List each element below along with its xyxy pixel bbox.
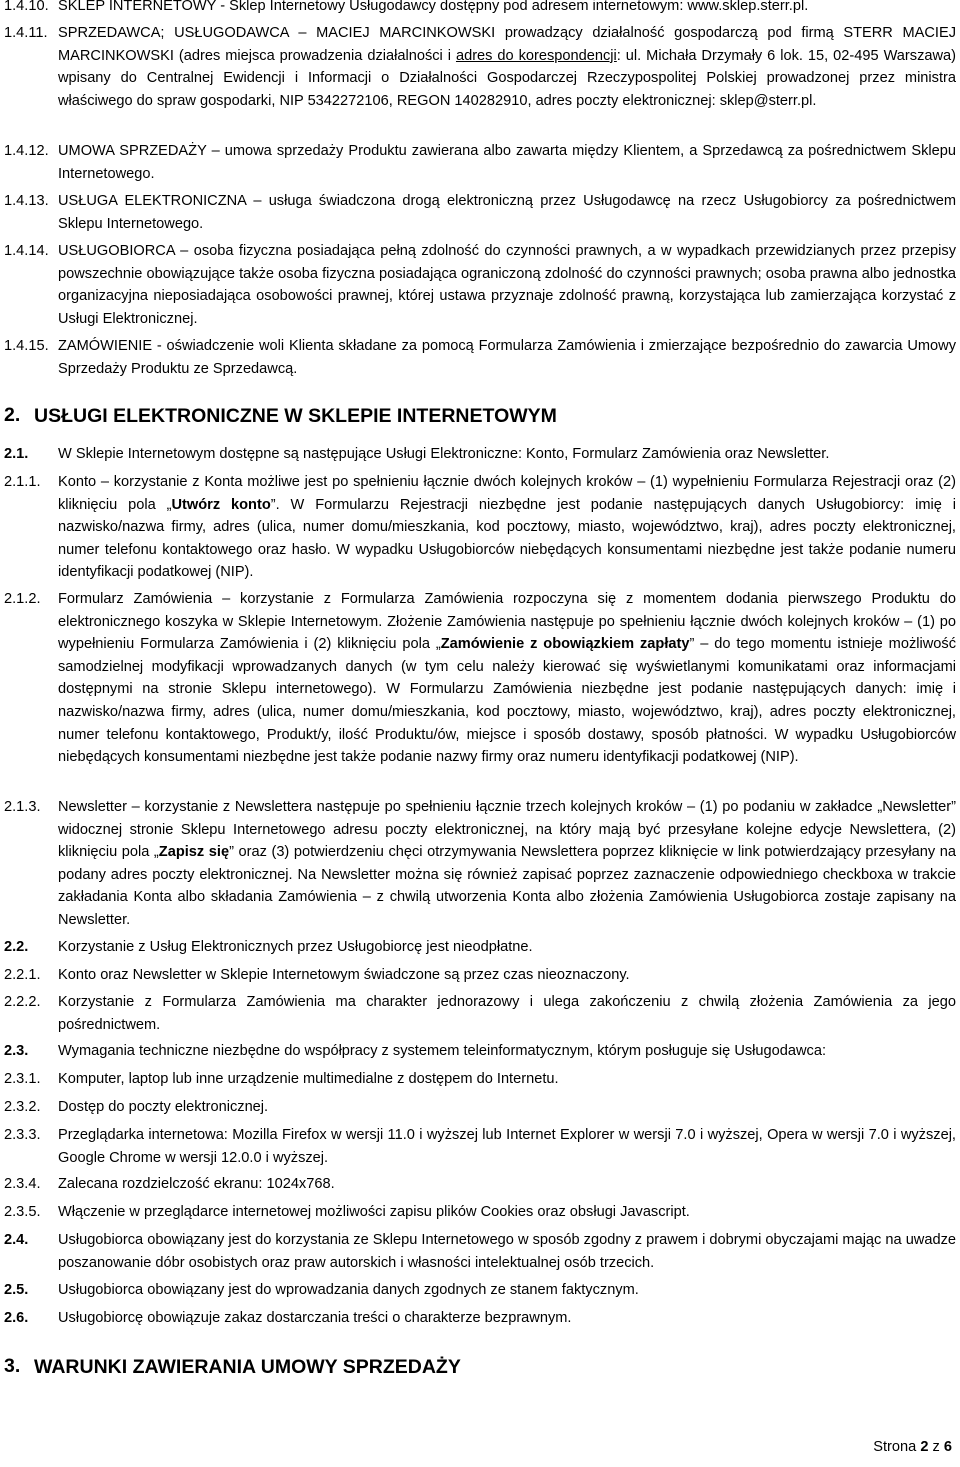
item-text: W Sklepie Internetowym dostępne są następujące Usługi Elektroniczne: Konto, Formularz Zamówienia oraz Newsletter.: [58, 446, 830, 462]
section-title: USŁUGI ELEKTRONICZNE W SKLEPIE INTERNETOWYM: [34, 405, 557, 427]
page-number: 2: [920, 1439, 929, 1455]
section-heading-2: [4, 404, 956, 428]
definition-sprzedawca: [4, 22, 956, 112]
item-number: 2.3.: [4, 1043, 29, 1059]
item-number: 1.4.10.: [4, 0, 49, 14]
item-text: Usługobiorcę obowiązuje zakaz dostarczania treści o charakterze bezprawnym.: [58, 1310, 572, 1326]
definition-usluga-elektroniczna: [4, 190, 956, 235]
item-text: Komputer, laptop lub inne urządzenie multimedialne z dostępem do Internetu.: [58, 1071, 559, 1087]
item-number: 2.2.2.: [4, 994, 41, 1010]
clause-2-1: [4, 443, 956, 466]
item-number: 2.3.1.: [4, 1071, 41, 1087]
item-text: UMOWA SPRZEDAŻY – umowa sprzedaży Produktu zawierana albo zawarta między Klientem, a Sprzedawcą za pośrednictwem Sklepu Internetowego.: [58, 143, 956, 182]
item-number: 2.1.3.: [4, 799, 41, 815]
item-text: Przeglądarka internetowa: Mozilla Firefox w wersji 11.0 i wyższej lub Internet Explorer w wersji 7.0 i wyższej, Opera w wersji 7.0 i wyższej, Google Chrome w wersji 12.0.0 i wyższej.: [58, 1127, 956, 1166]
section-number: 3.: [4, 1355, 21, 1377]
clause-2-1-1: [4, 471, 956, 584]
item-text: USŁUGA ELEKTRONICZNA – usługa świadczona drogą elektroniczną przez Usługodawcę na rzecz Usługobiorcy za pośrednictwem Sklepu Internetowego.: [58, 193, 956, 232]
clause-2-3-4: [4, 1173, 956, 1196]
page-label: Strona: [873, 1439, 917, 1455]
clause-2-4: [4, 1229, 956, 1274]
clause-2-5: [4, 1279, 956, 1302]
clause-2-2-1: [4, 964, 956, 987]
item-text: Dostęp do poczty elektronicznej.: [58, 1099, 269, 1115]
clause-2-3: [4, 1040, 956, 1063]
item-text: Usługobiorca obowiązany jest do wprowadzania danych zgodnych ze stanem faktycznym.: [58, 1282, 639, 1298]
item-text: USŁUGOBIORCA – osoba fizyczna posiadająca pełną zdolność do czynności prawnych, a w wypadkach przewidzianych przez przepisy powszechnie obowiązujące także osoba fizyczna posiadająca ograniczoną zdolność do czynności prawnych; osoba prawna albo jednostka organizacyjna nieposiadająca osobowości prawnej, której ustawa przyznaje zdolność prawną, korzystająca lub zamierzająca korzystać z Usługi Elektronicznej.: [58, 243, 956, 327]
clause-2-1-3: [4, 796, 956, 932]
item-number: 1.4.11.: [4, 25, 48, 41]
clause-2-1-2: [4, 588, 956, 769]
definition-umowa-sprzedazy: [4, 140, 956, 185]
item-text: Włączenie w przeglądarce internetowej możliwości zapisu plików Cookies oraz obsługi Javascript.: [58, 1204, 690, 1220]
item-text: Konto – korzystanie z Konta możliwe jest po spełnieniu łącznie dwóch kolejnych kroków – (1) wypełnieniu Formularza Rejestracji oraz (2) kliknięciu pola „Utwórz konto”. W Formularzu Rejestracji niezbędne jest podanie następujących danych Usługobiorcy: imię i nazwisko/nazwa firmy, adres (ulica, numer domu/mieszkania, kod pocztowy, miasto, województwo, kraj), adres poczty elektronicznej, numer telefonu kontaktowego oraz hasło. W wypadku Usługobiorców niebędących konsumentami niezbędne jest także podanie numeru identyfikacji podatkowej (NIP).: [58, 474, 956, 581]
address-link[interactable]: adres do korespondencji: [455, 47, 617, 64]
section-title: WARUNKI ZAWIERANIA UMOWY SPRZEDAŻY: [34, 1356, 461, 1378]
definition-zamowienie: [4, 335, 956, 380]
item-number: 1.4.12.: [4, 143, 49, 159]
definition-uslugobiorca: [4, 240, 956, 330]
page-total: 6: [943, 1439, 952, 1455]
item-text: Korzystanie z Usług Elektronicznych przez Usługobiorcę jest nieodpłatne.: [58, 939, 533, 955]
clause-2-2: [4, 936, 956, 959]
item-text: ZAMÓWIENIE - oświadczenie woli Klienta składane za pomocą Formularza Zamówienia i zmierzające bezpośrednio do zawarcia Umowy Sprzedaży Produktu ze Sprzedawcą.: [58, 338, 956, 377]
item-text: Wymagania techniczne niezbędne do współpracy z systemem teleinformatycznym, którym posługuje się Usługodawca:: [58, 1043, 827, 1059]
clause-2-3-1: [4, 1068, 956, 1091]
item-number: 2.3.5.: [4, 1204, 41, 1220]
item-number: 2.4.: [4, 1232, 29, 1248]
item-number: 2.6.: [4, 1310, 29, 1326]
clause-2-3-2: [4, 1096, 956, 1119]
item-text: SKLEP INTERNETOWY - Sklep Internetowy Usługodawcy dostępny pod adresem internetowym: www.sklep.sterr.pl.: [58, 0, 809, 14]
clause-2-2-2: [4, 991, 956, 1036]
item-text: Formularz Zamówienia – korzystanie z Formularza Zamówienia rozpoczyna się z momentem dodania pierwszego Produktu do elektronicznego koszyka w Sklepie Internetowym. Złożenie Zamówienia następuje po spełnieniu łącznie dwóch kolejnych kroków – (1) po wypełnieniu Formularza Zamówienia i (2) kliknięciu pola „Zamówienie z obowiązkiem zapłaty” – do tego momentu istnieje możliwość samodzielnej modyfikacji wprowadzanych danych (w tym celu należy kierować się wyświetlanymi komunikatami oraz informacjami dostępnymi na stronie Sklepu internetowego). W Formularzu Zamówienia niezbędne jest podanie następujących danych: imię i nazwisko/nazwa firmy, adres (ulica, numer domu/mieszkania, kod pocztowy, miasto, województwo, kraj), adres poczty elektronicznej, numer telefonu kontaktowego, Produkt/y, ilość Produktu/ów, miejsce i sposób dostawy, sposób płatności. W wypadku Usługobiorców niebędących konsumentami niezbędne jest także podanie nazwy firmy oraz numeru identyfikacji podatkowej (NIP).: [58, 591, 956, 766]
item-number: 2.1.2.: [4, 591, 41, 607]
definition-sklep-internetowy: [4, 0, 956, 18]
page-of: z: [932, 1439, 940, 1455]
item-number: 2.2.1.: [4, 967, 41, 983]
item-number: 1.4.14.: [4, 243, 49, 259]
item-number: 1.4.15.: [4, 338, 49, 354]
item-text: SPRZEDAWCA; USŁUGODAWCA – MACIEJ MARCINKOWSKI prowadzący działalność gospodarczą pod firmą STERR MACIEJ MARCINKOWSKI (adres miejsca prowadzenia działalności i adres do korespondencji: ul. Michała Drzymały 6 lok. 15, 02-495 Warszawa) wpisany do Centralnej Ewidencji i Informacji o Działalności Gospodarczej Rzeczypospolitej Polskiej prowadzonej przez ministra właściwego do spraw gospodarki, NIP 5342272106, REGON 140282910, adres poczty elektronicznej: sklep@sterr.pl.: [58, 25, 957, 109]
item-number: 2.2.: [4, 939, 29, 955]
item-text: Korzystanie z Formularza Zamówienia ma charakter jednorazowy i ulega zakończeniu z chwilą złożenia Zamówienia za jego pośrednictwem.: [58, 994, 956, 1033]
clause-2-3-5: [4, 1201, 956, 1224]
clause-2-6: [4, 1307, 956, 1330]
item-number: 2.3.3.: [4, 1127, 41, 1143]
clause-2-3-3: [4, 1124, 956, 1169]
section-number: 2.: [4, 404, 21, 426]
item-number: 2.3.4.: [4, 1176, 41, 1192]
item-number: 1.4.13.: [4, 193, 49, 209]
item-number: 2.1.: [4, 446, 29, 462]
item-number: 2.5.: [4, 1282, 29, 1298]
item-number: 2.3.2.: [4, 1099, 41, 1115]
item-number: 2.1.1.: [4, 474, 41, 490]
section-heading-3: [4, 1355, 956, 1379]
item-text: Newsletter – korzystanie z Newslettera następuje po spełnieniu łącznie trzech kolejnych kroków – (1) po podaniu w zakładce „Newsletter” widocznej stronie Sklepu Internetowego adresu poczty elektronicznej, na który mają być przesyłane kolejne edycje Newslettera, (2) kliknięciu pola „Zapisz się” oraz (3) potwierdzeniu chęci otrzymywania Newslettera poprzez kliknięcie w link potwierdzający przesyłany na podany adres poczty elektronicznej. Na Newsletter można się również zapisać poprzez zaznaczenie odpowiedniego checkboxa w trakcie zakładania Konta albo składania Zamówienia – z chwilą utworzenia Konta albo złożenia Zamówienia Usługobiorca zostaje zapisany na Newsletter.: [58, 799, 956, 928]
item-text: Konto oraz Newsletter w Sklepie Internetowym świadczone są przez czas nieoznaczony.: [58, 967, 630, 983]
item-text: Zalecana rozdzielczość ekranu: 1024x768.: [58, 1176, 335, 1192]
item-text: Usługobiorca obowiązany jest do korzystania ze Sklepu Internetowego w sposób zgodny z prawem i dobrymi obyczajami mając na uwadze poszanowanie dóbr osobistych oraz praw autorskich i własności intelektualnej osób trzecich.: [58, 1232, 956, 1271]
page-footer: [873, 1436, 952, 1459]
